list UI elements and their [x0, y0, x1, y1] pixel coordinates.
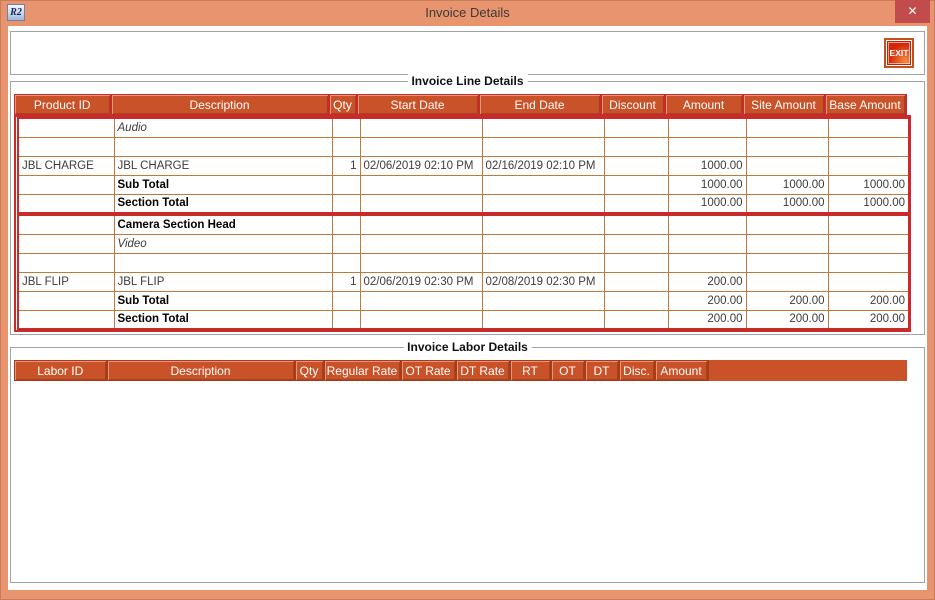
invoice-line-table [14, 115, 911, 332]
column-header: Amount [655, 361, 708, 381]
cell-base-amount [828, 234, 909, 253]
cell-description: Audio [114, 118, 332, 137]
column-header: Regular Rate [324, 361, 401, 381]
cell-end-date [482, 175, 604, 194]
cell-start-date [360, 175, 482, 194]
invoice-labor-table-body [14, 381, 921, 567]
cell-discount [604, 194, 668, 213]
table-row[interactable] [18, 175, 909, 194]
cell-discount [604, 156, 668, 175]
cell-qty [332, 291, 360, 310]
column-header: End Date [479, 95, 601, 115]
cell-end-date [482, 291, 604, 310]
cell-end-date [482, 137, 604, 156]
header-filler [708, 361, 906, 381]
column-header: RT [510, 361, 551, 381]
invoice-labor-table-header [14, 360, 907, 381]
cell-description: Video [114, 234, 332, 253]
cell-start-date [360, 291, 482, 310]
cell-amount [668, 137, 746, 156]
column-header: Amount [665, 95, 743, 115]
labor-details-legend: Invoice Labor Details [403, 340, 532, 354]
cell-end-date [482, 194, 604, 213]
table-row[interactable] [18, 194, 909, 213]
cell-site-amount: 200.00 [746, 310, 828, 329]
cell-description: Sub Total [114, 291, 332, 310]
header-row [15, 95, 906, 115]
table-row[interactable] [18, 156, 909, 175]
cell-end-date [482, 215, 604, 234]
cell-end-date [482, 234, 604, 253]
cell-amount: 1000.00 [668, 175, 746, 194]
cell-product-id [18, 137, 114, 156]
cell-product-id [18, 215, 114, 234]
column-header: Product ID [15, 95, 111, 115]
cell-qty [332, 215, 360, 234]
cell-start-date [360, 118, 482, 137]
column-header: DT [585, 361, 619, 381]
cell-end-date: 02/08/2019 02:30 PM [482, 272, 604, 291]
cell-product-id [18, 118, 114, 137]
cell-amount: 1000.00 [668, 194, 746, 213]
cell-product-id [18, 234, 114, 253]
cell-start-date [360, 137, 482, 156]
cell-discount [604, 118, 668, 137]
exit-button-frame [884, 38, 914, 68]
cell-end-date: 02/16/2019 02:10 PM [482, 156, 604, 175]
column-header: Description [107, 361, 295, 381]
toolbar [10, 31, 925, 75]
cell-site-amount [746, 156, 828, 175]
invoice-labor-details-group [10, 340, 925, 583]
column-header: Labor ID [15, 361, 107, 381]
line-details-legend: Invoice Line Details [407, 74, 527, 88]
column-header: Disc. [619, 361, 655, 381]
cell-qty [332, 137, 360, 156]
cell-amount: 1000.00 [668, 156, 746, 175]
cell-base-amount [828, 272, 909, 291]
cell-discount [604, 291, 668, 310]
cell-base-amount: 200.00 [828, 310, 909, 329]
cell-site-amount [746, 272, 828, 291]
cell-site-amount [746, 118, 828, 137]
column-header: DT Rate [456, 361, 510, 381]
line-section [17, 214, 910, 330]
cell-description [114, 253, 332, 272]
cell-description: Sub Total [114, 175, 332, 194]
table-row[interactable] [18, 137, 909, 156]
cell-start-date [360, 215, 482, 234]
cell-qty [332, 310, 360, 329]
window-title: Invoice Details [425, 5, 510, 20]
cell-end-date [482, 253, 604, 272]
cell-start-date [360, 310, 482, 329]
column-header: OT Rate [401, 361, 456, 381]
cell-base-amount [828, 118, 909, 137]
column-header: Description [111, 95, 329, 115]
cell-description: JBL CHARGE [114, 156, 332, 175]
cell-base-amount [828, 156, 909, 175]
cell-site-amount: 1000.00 [746, 175, 828, 194]
cell-product-id [18, 291, 114, 310]
column-header: Qty [295, 361, 324, 381]
invoice-line-details-group [10, 74, 925, 335]
cell-product-id [18, 194, 114, 213]
cell-site-amount [746, 137, 828, 156]
cell-qty [332, 175, 360, 194]
dialog-content [8, 26, 927, 590]
cell-amount [668, 234, 746, 253]
cell-start-date [360, 253, 482, 272]
cell-qty [332, 194, 360, 213]
column-header: Qty [329, 95, 357, 115]
cell-amount: 200.00 [668, 310, 746, 329]
cell-product-id [18, 253, 114, 272]
cell-qty [332, 253, 360, 272]
cell-discount [604, 137, 668, 156]
cell-site-amount: 1000.00 [746, 194, 828, 213]
header-row [15, 361, 906, 381]
cell-start-date: 02/06/2019 02:30 PM [360, 272, 482, 291]
cell-product-id: JBL CHARGE [18, 156, 114, 175]
cell-description [114, 137, 332, 156]
column-header: Site Amount [743, 95, 825, 115]
cell-discount [604, 253, 668, 272]
cell-end-date [482, 310, 604, 329]
column-header: Base Amount [825, 95, 906, 115]
line-section [17, 117, 910, 214]
cell-product-id [18, 175, 114, 194]
table-row[interactable] [18, 310, 909, 329]
titlebar [0, 0, 935, 26]
cell-qty: 1 [332, 272, 360, 291]
cell-discount [604, 215, 668, 234]
cell-product-id: JBL FLIP [18, 272, 114, 291]
table-row[interactable] [18, 118, 909, 137]
table-row[interactable] [18, 234, 909, 253]
cell-amount: 200.00 [668, 291, 746, 310]
table-row[interactable] [18, 253, 909, 272]
cell-qty [332, 234, 360, 253]
cell-amount [668, 253, 746, 272]
cell-description: JBL FLIP [114, 272, 332, 291]
invoice-line-table-header [14, 94, 907, 115]
close-icon[interactable]: ✕ [895, 0, 930, 23]
cell-description: Section Total [114, 194, 332, 213]
cell-discount [604, 272, 668, 291]
cell-amount: 200.00 [668, 272, 746, 291]
cell-description: Camera Section Head [114, 215, 332, 234]
cell-base-amount: 1000.00 [828, 175, 909, 194]
table-row[interactable] [18, 272, 909, 291]
cell-base-amount: 1000.00 [828, 194, 909, 213]
exit-button[interactable]: EXIT [887, 41, 911, 65]
cell-discount [604, 175, 668, 194]
column-header: Start Date [357, 95, 479, 115]
cell-base-amount [828, 215, 909, 234]
cell-start-date: 02/06/2019 02:10 PM [360, 156, 482, 175]
app-icon-label: R2 [10, 7, 22, 18]
cell-site-amount [746, 215, 828, 234]
column-header: OT [551, 361, 585, 381]
cell-discount [604, 310, 668, 329]
cell-product-id [18, 310, 114, 329]
cell-discount [604, 234, 668, 253]
cell-site-amount [746, 234, 828, 253]
cell-site-amount: 200.00 [746, 291, 828, 310]
table-row[interactable] [18, 215, 909, 234]
column-header: Discount [601, 95, 665, 115]
table-row[interactable] [18, 291, 909, 310]
cell-amount [668, 118, 746, 137]
cell-amount [668, 215, 746, 234]
cell-start-date [360, 234, 482, 253]
cell-qty: 1 [332, 156, 360, 175]
cell-base-amount [828, 253, 909, 272]
cell-qty [332, 118, 360, 137]
cell-start-date [360, 194, 482, 213]
cell-site-amount [746, 253, 828, 272]
cell-base-amount: 200.00 [828, 291, 909, 310]
cell-description: Section Total [114, 310, 332, 329]
cell-end-date [482, 118, 604, 137]
cell-base-amount [828, 137, 909, 156]
